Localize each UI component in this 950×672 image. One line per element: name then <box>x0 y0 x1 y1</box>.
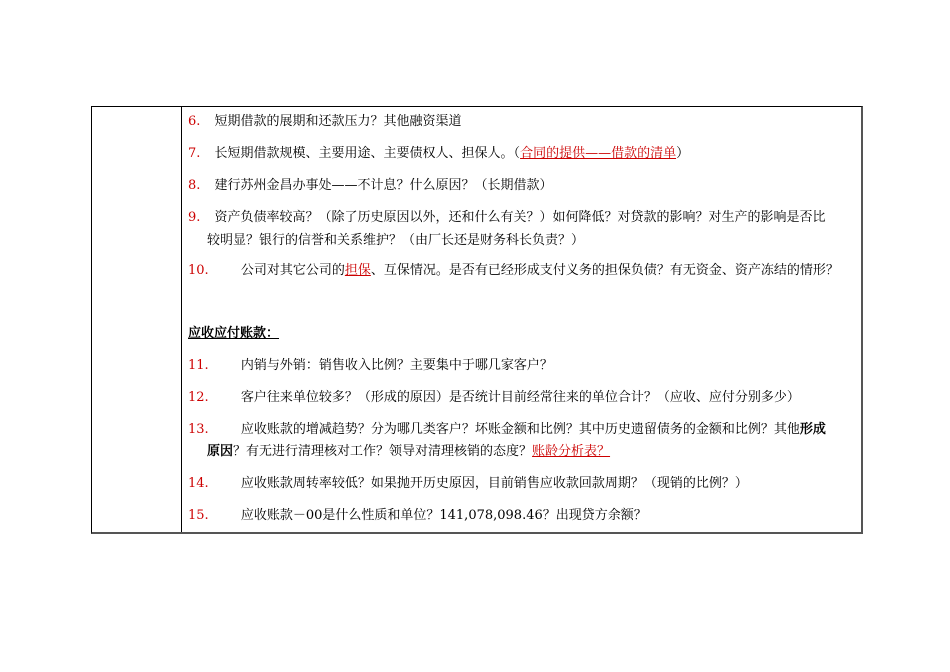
item-number: 11. <box>188 358 209 373</box>
contract-list-link[interactable]: 合同的提供——借款的清单 <box>520 146 677 161</box>
item-number: 14. <box>188 476 209 491</box>
item-number: 12. <box>188 390 209 405</box>
item-text-line2: ？有无进行清理核对工作？领导对清理核销的态度？ <box>233 444 533 459</box>
list-item-10 <box>188 262 839 280</box>
item-text: 客户往来单位较多？（形成的原因）是否统计目前经常往来的单位合计？（应收、应付分别多少） <box>240 390 800 405</box>
section-heading: 应收应付账款： <box>188 326 280 341</box>
list-item-9-cont <box>207 232 584 250</box>
item-text: 长短期借款规模、主要用途、主要债权人、担保人。（ <box>214 146 521 161</box>
item-number: 7. <box>188 146 201 161</box>
item-number: 10. <box>188 263 209 278</box>
item-number: 13. <box>188 422 209 437</box>
item-text-bold: 形成 <box>799 422 826 437</box>
item-number: 9. <box>188 210 201 225</box>
item-text-bold: 原因 <box>207 444 234 459</box>
item-text: 建行苏州金昌办事处——不计息？什么原因？（长期借款） <box>214 178 553 193</box>
list-item-7 <box>188 145 689 163</box>
item-text: 内销与外销：销售收入比例？主要集中于哪几家客户？ <box>240 358 553 373</box>
list-item-13-cont <box>207 443 610 461</box>
item-text-line1: 应收账款的增减趋势？分为哪几类客户？坏账金额和比例？其中历史遗留债务的金额和比例？其他 <box>240 422 800 437</box>
list-item-13 <box>188 421 826 439</box>
document-table <box>91 106 863 534</box>
list-item-14 <box>188 475 748 493</box>
item-text: 应收账款－00是什么性质和单位？141,078,098.46？出现贷方余额？ <box>240 508 647 523</box>
item-text-pre: 公司对其它公司的 <box>240 263 345 278</box>
item-text: 短期借款的展期和还款压力？其他融资渠道 <box>214 114 462 129</box>
item-text: 、互保情况。是否有已经形成支付义务的担保负债？有无资金、资产冻结的情形？ <box>370 263 839 278</box>
item-text: 应收账款周转率较低？如果抛开历史原因，目前销售应收款回款周期？（现销的比例？） <box>240 476 748 491</box>
left-column-cell <box>92 107 182 532</box>
list-item-15 <box>188 507 647 525</box>
list-item-8 <box>188 177 553 195</box>
item-number: 15. <box>188 508 209 523</box>
list-item-6 <box>188 113 462 131</box>
item-number: 8. <box>188 178 201 193</box>
guarantee-link[interactable]: 担保 <box>344 263 371 278</box>
item-text-line2: 较明显？银行的信誉和关系维护？（由厂长还是财务科长负责？） <box>207 233 585 248</box>
list-item-9 <box>188 209 826 227</box>
item-number: 6. <box>188 114 201 129</box>
aging-analysis-link[interactable]: 账龄分析表？ <box>532 444 611 459</box>
item-text-tail: ） <box>676 146 690 161</box>
item-text-line1: 资产负债率较高？（除了历史原因以外，还和什么有关？）如何降低？对贷款的影响？对生产的影响是否比 <box>214 210 826 225</box>
list-item-12 <box>188 389 800 407</box>
list-item-11 <box>188 357 553 375</box>
